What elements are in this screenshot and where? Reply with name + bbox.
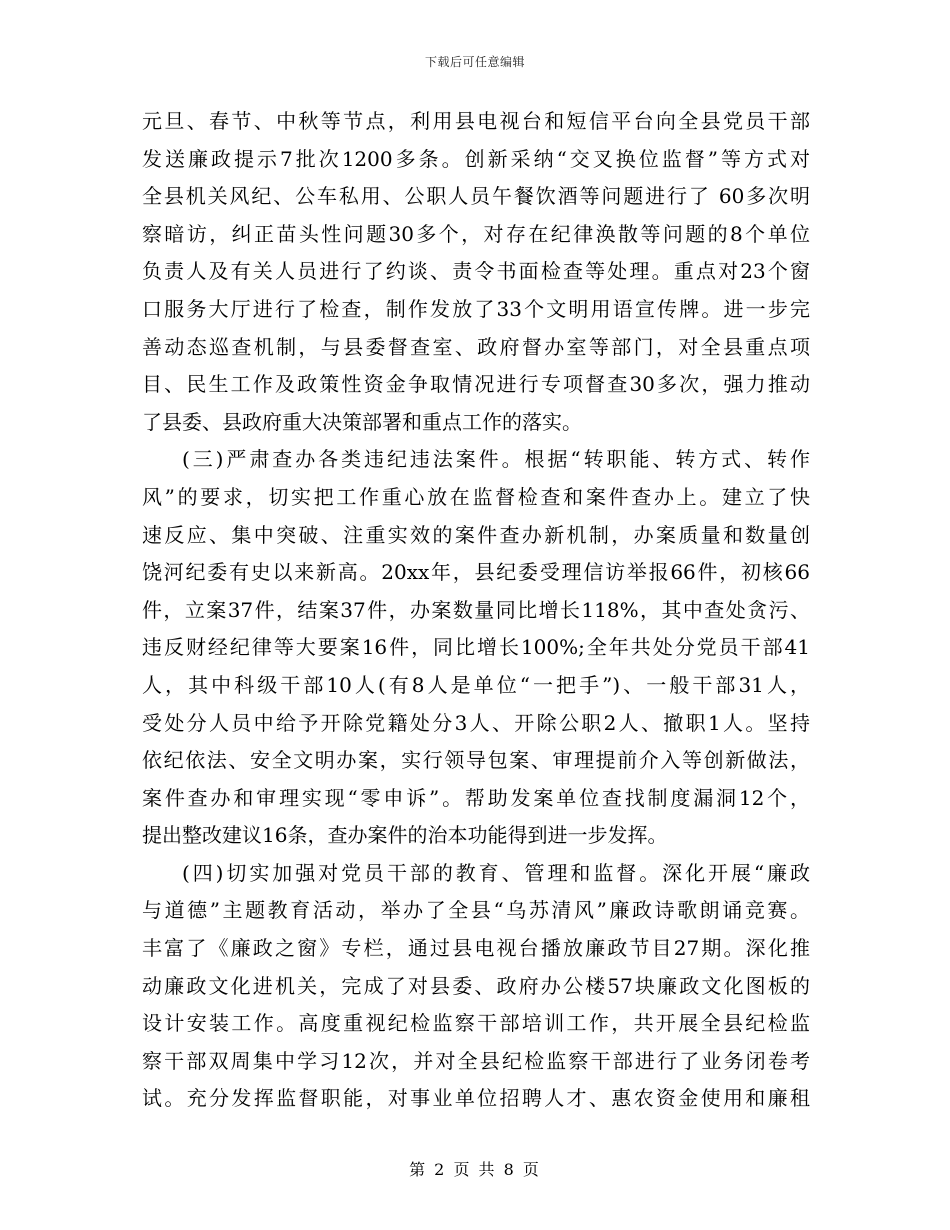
text-line: 了县委、县政府重大决策部署和重点工作的落实。: [142, 409, 582, 434]
text-line: 风”的要求，切实把工作重心放在监督检查和案件查办上。建立了快: [142, 484, 810, 509]
text-line: 设计安装工作。高度重视纪检监察干部培训工作，共开展全县纪检监: [142, 1011, 810, 1036]
text-line: 依纪依法、安全文明办案，实行领导包案、审理提前介入等创新做法，: [142, 748, 810, 773]
text-line: 元旦、春节、中秋等节点，利用县电视台和短信平台向全县党员干部: [142, 109, 810, 133]
text-line: 人，其中科级干部10人(有8人是单位“一把手”)、一般干部31人，: [142, 672, 810, 697]
paragraph: [142, 441, 810, 855]
text-line: 动廉政文化进机关，完成了对县委、政府办公楼57块廉政文化图板的: [142, 973, 810, 998]
text-line: 试。充分发挥监督职能，对事业单位招聘人才、惠农资金使用和廉租: [142, 1086, 810, 1111]
text-line: 与道德”主题教育活动，举办了全县“乌苏清风”廉政诗歌朗诵竞赛。: [142, 898, 810, 923]
text-line: 提出整改建议16条，查办案件的治本功能得到进一步发挥。: [142, 823, 668, 848]
paragraph: [142, 103, 810, 441]
text-line: 受处分人员中给予开除党籍处分3人、开除公职2人、撤职1人。坚持: [142, 710, 810, 735]
paragraph: [142, 855, 810, 1118]
text-line: 饶河纪委有史以来新高。20xx年，县纪委受理信访举报66件，初核66: [142, 560, 810, 585]
text-line: 察干部双周集中学习12次，并对全县纪检监察干部进行了业务闭卷考: [142, 1048, 810, 1073]
text-line: 丰富了《廉政之窗》专栏，通过县电视台播放廉政节目27期。深化推: [142, 936, 810, 961]
text-line: (三)严肃查办各类违纪违法案件。根据“转职能、转方式、转作: [182, 447, 810, 472]
text-line: 发送廉政提示7批次1200多条。创新采纳“交叉换位监督”等方式对: [142, 146, 810, 171]
text-line: 违反财经纪律等大要案16件，同比增长100%;全年共处分党员干部41: [142, 635, 810, 660]
page-header: 下载后可任意编辑: [424, 55, 525, 69]
text-line: (四)切实加强对党员干部的教育、管理和监督。深化开展“廉政: [182, 860, 810, 885]
text-line: 善动态巡查机制，与县委督查室、政府督办室等部门，对全县重点项: [142, 334, 810, 359]
text-line: 速反应、集中突破、注重实效的案件查办新机制，办案质量和数量创: [142, 522, 810, 547]
text-line: 案件查办和审理实现“零申诉”。帮助发案单位查找制度漏洞12个，: [142, 785, 810, 810]
text-line: 件，立案37件，结案37件，办案数量同比增长118%，其中查处贪污、: [142, 597, 810, 622]
text-line: 口服务大厅进行了检查，制作发放了33个文明用语宣传牌。进一步完: [142, 296, 810, 321]
text-line: 负责人及有关人员进行了约谈、责令书面检查等处理。重点对23个窗: [142, 259, 810, 284]
text-line: 目、民生工作及政策性资金争取情况进行专项督查30多次，强力推动: [142, 372, 810, 397]
document-body: [142, 103, 810, 1118]
page-number-footer: 第 2 页 共 8 页: [409, 1160, 541, 1179]
text-line: 察暗访，纠正苗头性问题30多个，对存在纪律涣散等问题的8个单位: [142, 221, 810, 246]
text-line: 全县机关风纪、公车私用、公职人员午餐饮酒等问题进行了 60多次明: [142, 184, 810, 209]
